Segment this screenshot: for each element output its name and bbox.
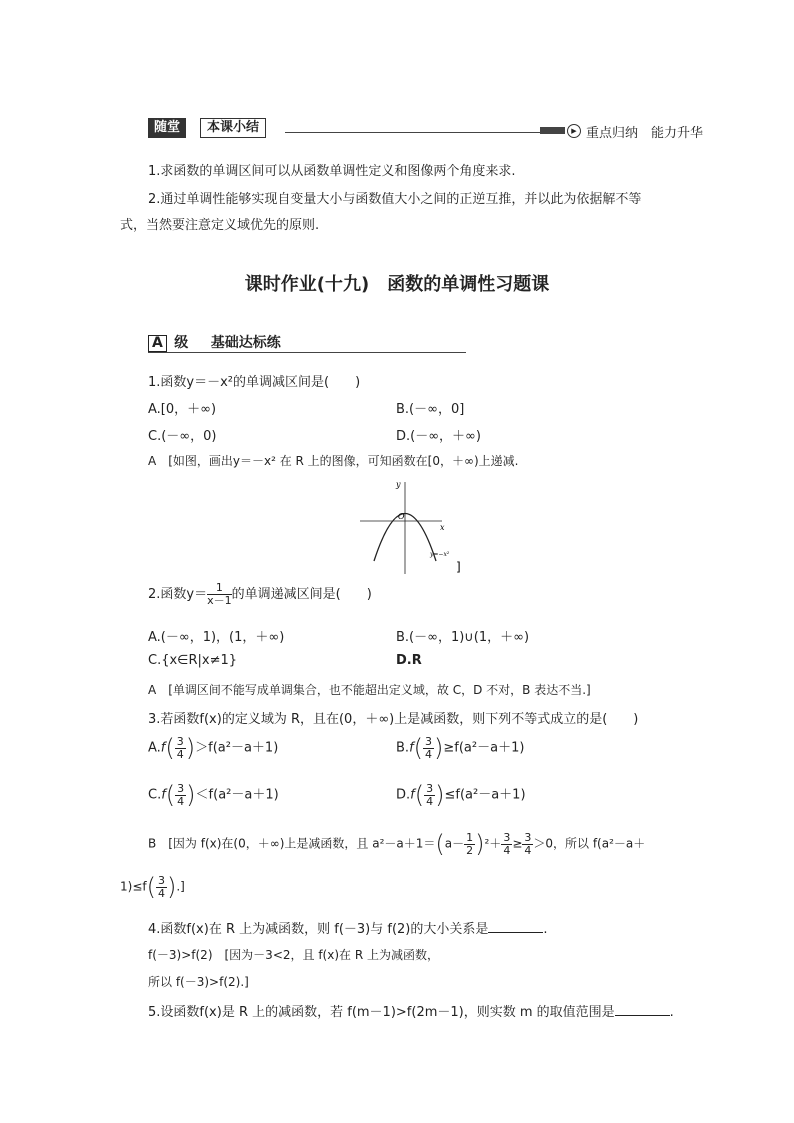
- q2-stem-pre: 2.函数y＝: [148, 587, 208, 602]
- paren-close: ): [185, 734, 196, 762]
- page-title: 课时作业(十九) 函数的单调性习题课: [244, 274, 550, 295]
- q4-blank[interactable]: [488, 919, 543, 933]
- q5-blank[interactable]: [615, 1002, 670, 1016]
- section-level: 级: [174, 335, 189, 351]
- q5-stem-pre: 5.设函数f(x)是 R 上的减函数，若 f(m－1)>f(2m－1)，则实数 m 的取值范围是: [148, 1005, 615, 1020]
- paren-close: ): [475, 830, 485, 858]
- q3-option-c: [148, 781, 279, 809]
- paren-close: ): [166, 873, 177, 901]
- q2-option-d: D.R: [396, 653, 422, 668]
- q3-b-rest: ≥f(a²－a＋1): [443, 740, 525, 756]
- paren-open: (: [413, 734, 424, 762]
- q3-option-b: [396, 734, 524, 762]
- q3-a-fraction: [175, 736, 186, 761]
- section-box: A: [148, 335, 167, 352]
- q3-ans-post: ＞0，所以 f(a²－a＋: [533, 836, 646, 851]
- q4-stem-pre: 4.函数f(x)在 R 上为减函数，则 f(－3)与 f(2)的大小关系是: [148, 922, 489, 937]
- q3-d-label: D.: [396, 787, 411, 803]
- bracket-close: ]: [456, 560, 461, 574]
- q3-d-f: f: [410, 787, 415, 803]
- fraction-denominator: 4: [425, 747, 433, 761]
- q3-c-fraction: [175, 783, 186, 808]
- paren-open: (: [414, 781, 425, 809]
- q1-answer: A [如图，画出y＝－x² 在 R 上的图像，可知函数在[0，＋∞)上递减.: [148, 454, 519, 468]
- origin-label: O: [398, 512, 405, 521]
- q1-stem: 1.函数y＝－x²的单调减区间是( ): [148, 375, 361, 390]
- q3-d-rest: ≤f(a²－a＋1): [444, 787, 526, 803]
- q3-answer-line1: [148, 830, 645, 858]
- q2-option-c: C.{x∈R|x≠1}: [148, 653, 238, 668]
- header-right-text: 重点归纳 能力升华: [586, 126, 704, 141]
- fraction-denominator: 2: [466, 843, 474, 857]
- q3-d-fraction: [424, 783, 435, 808]
- fraction-denominator: 4: [176, 747, 184, 761]
- q2-answer: A [单调区间不能写成单调集合，也不能超出定义域，故 C，D 不对，B 表达不当.]: [148, 683, 591, 697]
- q3-ans-fraction-1: [501, 832, 512, 857]
- header-bar: [540, 127, 565, 134]
- q2-denominator: x－1: [207, 594, 232, 607]
- paren-open: (: [146, 873, 156, 901]
- q2-fraction: [207, 582, 232, 607]
- q3-a-f: f: [160, 740, 166, 756]
- paren-close: ): [435, 781, 445, 809]
- paren-close: ): [186, 781, 196, 809]
- q2-stem: [148, 582, 372, 607]
- fraction-denominator: 4: [503, 843, 511, 857]
- q3-b-f: f: [409, 740, 414, 756]
- fraction-denominator: 4: [524, 843, 532, 857]
- q2-option-a: A.(－∞，1)，(1，＋∞): [148, 630, 285, 645]
- fraction-numerator: 3: [524, 830, 532, 844]
- q1-option-a: A.[0，＋∞): [148, 402, 217, 417]
- q3-a-label: A.: [148, 740, 161, 756]
- parabola-graph: [360, 476, 470, 576]
- header-tag-light: 本课小结: [200, 118, 266, 138]
- fraction-numerator: 3: [157, 873, 165, 887]
- paren-open: (: [165, 734, 175, 762]
- q2-numerator: 1: [207, 582, 232, 595]
- q3-ans-pre: B [因为 f(x)在(0，＋∞)上是减函数，且 a²－a＋1＝: [148, 836, 436, 851]
- q2-stem-post: 的单调递减区间是( ): [231, 587, 372, 602]
- play-icon: ▶: [567, 124, 581, 138]
- x-axis-label: x: [440, 523, 445, 532]
- paren-close: ): [434, 734, 444, 762]
- y-axis-label: y: [396, 480, 401, 489]
- half-fraction: [464, 832, 475, 857]
- section-name: 基础达标练: [210, 335, 281, 351]
- summary-p2b: 式，当然要注意定义域优先的原则.: [120, 218, 320, 233]
- fraction-denominator: 4: [177, 794, 185, 808]
- q3-ans-ge: ≥: [512, 836, 523, 851]
- fraction-numerator: 3: [177, 781, 185, 795]
- q3-c-label: C.: [148, 787, 162, 803]
- q3-option-a: [148, 734, 278, 762]
- summary-p2a: 2.通过单调性能够实现自变量大小与函数值大小之间的正逆互推，并以此为依据解不等: [148, 192, 642, 207]
- q3-ans2-fraction: [156, 875, 167, 900]
- paren-open: (: [165, 781, 176, 809]
- summary-p1: 1.求函数的单调区间可以从函数单调性定义和图像两个角度来求.: [148, 164, 516, 179]
- fraction-numerator: 3: [176, 734, 184, 748]
- fraction-numerator: 1: [466, 830, 474, 844]
- q4-stem: [148, 918, 548, 937]
- q3-b-fraction: [423, 736, 434, 761]
- curve-label: y=−x²: [430, 551, 450, 558]
- fraction-denominator: 4: [157, 886, 165, 900]
- section-heading: [148, 332, 281, 352]
- q1-option-d: D.(－∞，＋∞): [396, 429, 481, 444]
- header-rule: [285, 132, 540, 133]
- q3-c-f: f: [161, 787, 166, 803]
- q3-a-rest: ＞f(a²－a＋1): [195, 740, 279, 756]
- q3-ans2-pre: 1)≤f: [120, 879, 147, 894]
- fraction-denominator: 4: [426, 794, 434, 808]
- section-rule: [148, 352, 466, 353]
- header-tag-dark: 随堂: [148, 118, 186, 138]
- q3-stem: 3.若函数f(x)的定义域为 R，且在(0，＋∞)上是减函数，则下列不等式成立的是( ): [148, 712, 639, 727]
- q4-answer-line2: 所以 f(－3)>f(2).]: [148, 975, 249, 989]
- q5-stem-post: .: [669, 1005, 674, 1020]
- fraction-numerator: 3: [426, 781, 434, 795]
- q3-c-rest: ＜f(a²－a＋1): [195, 787, 279, 803]
- q1-option-c: C.(－∞，0): [148, 429, 217, 444]
- q4-answer-line1: f(－3)>f(2) [因为－3<2，且 f(x)在 R 上为减函数，: [148, 948, 439, 962]
- q5-stem: [148, 1001, 674, 1020]
- q3-ans2-post: .]: [176, 879, 185, 894]
- q3-b-label: B.: [396, 740, 410, 756]
- q4-stem-post: .: [543, 922, 548, 937]
- fraction-numerator: 3: [425, 734, 433, 748]
- q1-option-b: B.(－∞，0]: [396, 402, 465, 417]
- q3-ans-a: a－: [444, 836, 465, 851]
- fraction-numerator: 3: [503, 830, 511, 844]
- q3-answer-line2: [120, 873, 185, 901]
- q3-ans-fraction-2: [522, 832, 533, 857]
- q3-ans-mid: ²＋: [484, 836, 502, 851]
- paren-open: (: [435, 830, 445, 858]
- q3-option-d: [396, 781, 526, 809]
- q2-option-b: B.(－∞，1)∪(1，＋∞): [396, 630, 530, 645]
